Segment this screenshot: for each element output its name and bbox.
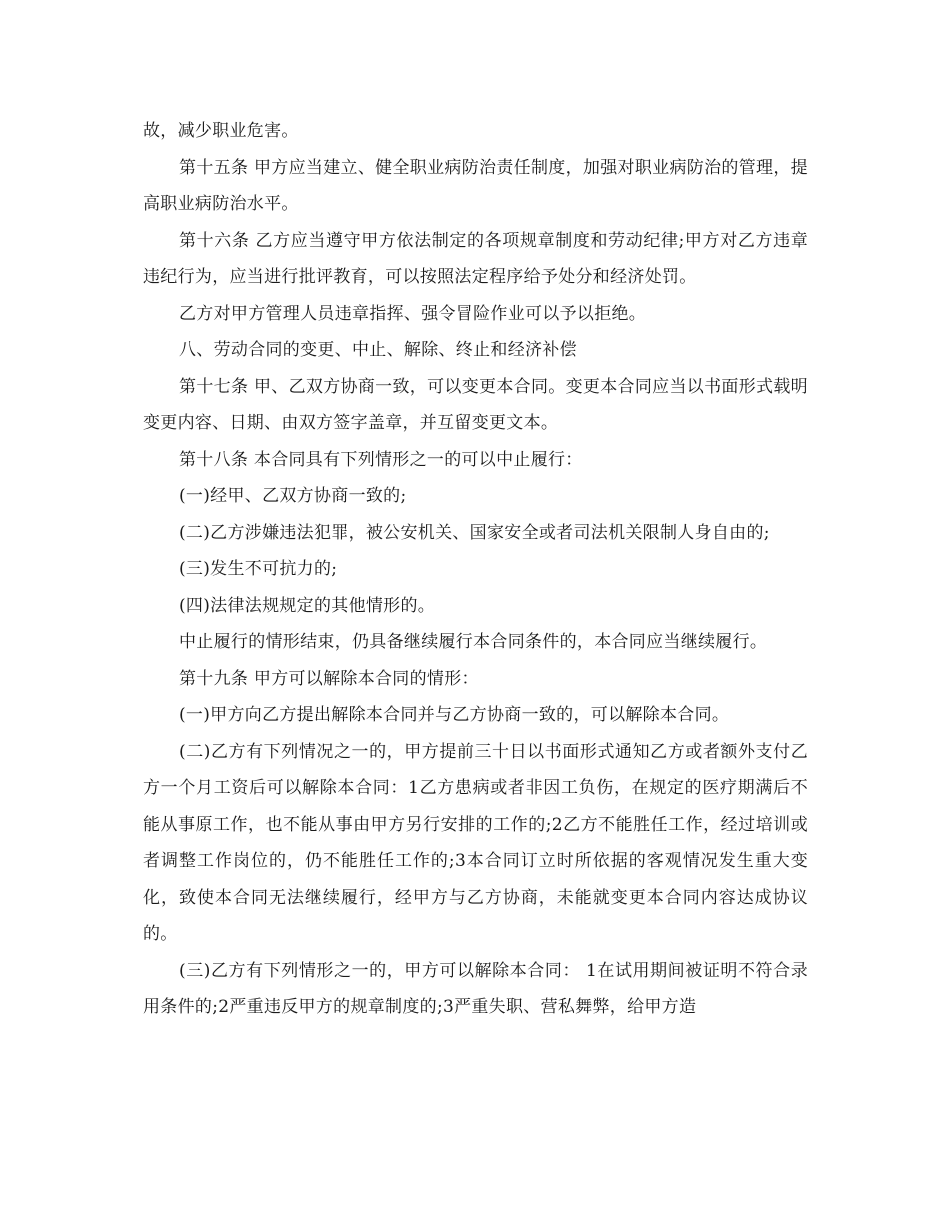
paragraph-suspension-end: 中止履行的情形结束，仍具备继续履行本合同条件的，本合同应当继续履行。 xyxy=(179,632,768,652)
list-item-19-3: (三)乙方有下列情形之一的，甲方可以解除本合同： 1在试用期间被证明不符合录用条件的;2严重违反甲方的规章制度的;3严重失职、营私舞弊，给甲方造 xyxy=(143,960,808,1017)
list-item-18-2: (二)乙方涉嫌违法犯罪，被公安机关、国家安全或者司法机关限制人身自由的; xyxy=(179,522,770,543)
paragraph-article-18: 第十八条 本合同具有下列情形之一的可以中止履行： xyxy=(179,449,583,470)
paragraph-article-15: 第十五条 甲方应当建立、健全职业病防治责任制度，加强对职业病防治的管理，提高职业病防治水平。 xyxy=(143,157,808,214)
paragraph-continuation: 故，减少职业危害。 xyxy=(143,121,299,141)
list-item-19-2: (二)乙方有下列情况之一的，甲方提前三十日以书面形式通知乙方或者额外支付乙方一个月工资后可以解除本合同：1乙方患病或者非因工负伤，在规定的医疗期满后不能从事原工作，也不能从事由甲方另行安排的工作的;2乙方不能胜任工作，经过培训或者调整工作岗位的，仍不能胜任工作的;3本合同订立时所依据的客观情况发生重大变化，致使本合同无法继续履行，经甲方与乙方协商，未能就变更本合同内容达成协议的。 xyxy=(143,741,808,944)
list-item-18-1: (一)经甲、乙双方协商一致的; xyxy=(179,486,407,506)
paragraph-article-17: 第十七条 甲、乙双方协商一致，可以变更本合同。变更本合同应当以书面形式载明变更内容、日期、由双方签字盖章，并互留变更文本。 xyxy=(143,376,808,433)
paragraph-refusal-right: 乙方对甲方管理人员违章指挥、强令冒险作业可以予以拒绝。 xyxy=(179,303,647,324)
section-heading-8: 八、劳动合同的变更、中止、解除、终止和经济补偿 xyxy=(179,340,577,360)
list-item-19-1: (一)甲方向乙方提出解除本合同并与乙方协商一致的，可以解除本合同。 xyxy=(179,705,730,725)
document-body xyxy=(143,113,808,1026)
list-item-18-4: (四)法律法规规定的其他情形的。 xyxy=(179,595,436,616)
paragraph-article-19: 第十九条 甲方可以解除本合同的情形： xyxy=(179,668,479,689)
list-item-18-3: (三)发生不可抗力的; xyxy=(179,559,338,579)
paragraph-article-16: 第十六条 乙方应当遵守甲方依法制定的各项规章制度和劳动纪律;甲方对乙方违章违纪行为，应当进行批评教育，可以按照法定程序给予处分和经济处罚。 xyxy=(143,230,808,287)
